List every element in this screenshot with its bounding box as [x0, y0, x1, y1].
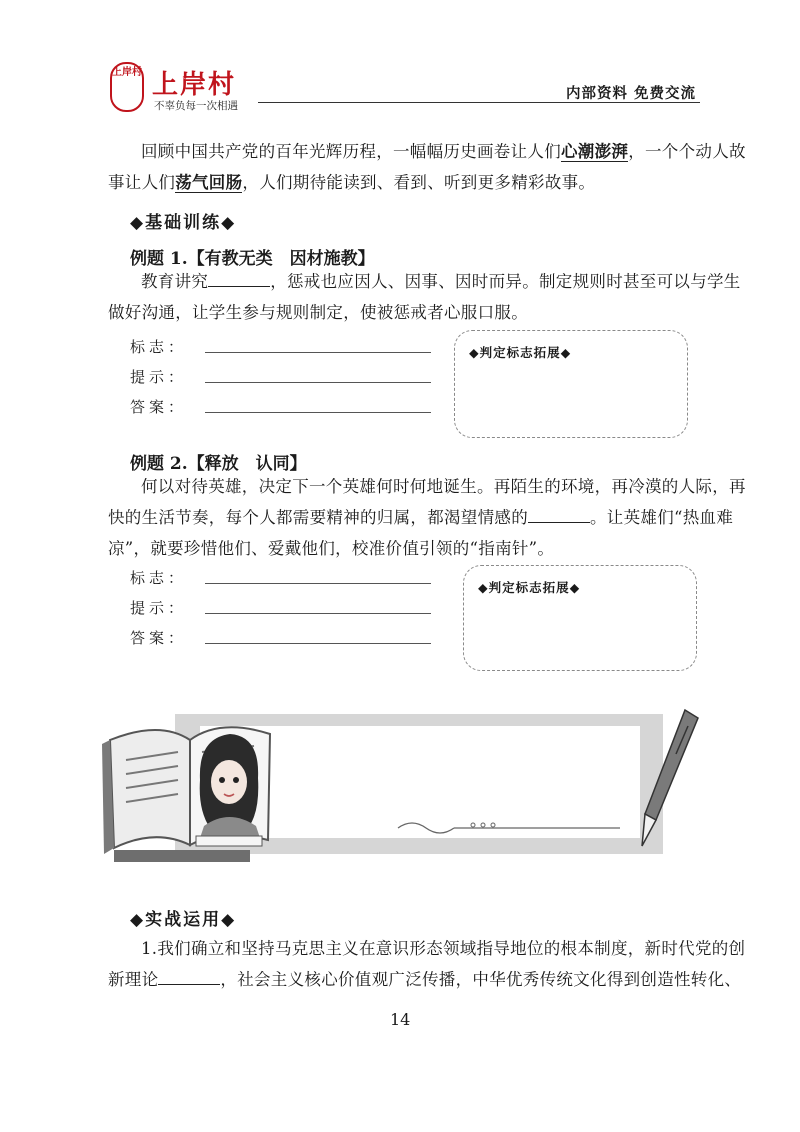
answer-line-hint[interactable]	[205, 382, 431, 383]
logo-seal-text: 上岸村	[112, 67, 142, 78]
example1-title: 例题 1.【有教无类 因材施教】	[130, 249, 375, 269]
label-sign: 标志：	[130, 569, 188, 587]
intro-text: 事让人们	[108, 173, 176, 192]
example2-body	[108, 471, 746, 564]
example2-text: 凉”，就要珍惜他们、爱戴他们，校准价值引领的“指南针”。	[108, 539, 555, 558]
answer-line-answer[interactable]	[205, 412, 431, 413]
brand-slogan: 不辜负每一次相遇	[154, 100, 238, 112]
example2-text: 何以对待英雄，决定下一个英雄何时何地诞生。再陌生的环境，再冷漠的人际，再	[141, 477, 746, 496]
label-hint: 提示：	[130, 599, 188, 617]
label-sign: 标志：	[130, 338, 188, 356]
practice1-text: 1.我们确立和坚持马克思主义在意识形态领域指导地位的根本制度，新时代党的创	[141, 939, 746, 958]
logo-seal	[110, 62, 144, 112]
example1-text: ，惩戒也应因人、因事、因时而异。制定规则时甚至可以与学生	[270, 272, 741, 291]
intro-text: 回顾中国共产党的百年光辉历程，一幅幅历史画卷让人们	[141, 142, 561, 161]
label-hint: 提示：	[130, 368, 188, 386]
intro-highlight: 荡气回肠	[175, 173, 243, 192]
extension-box-title: ◆判定标志拓展◆	[478, 580, 581, 595]
example2-text: 快的生活节奏，每个人都需要精神的归属，都渴望情感的	[108, 508, 528, 527]
intro-highlight: 心潮澎湃	[561, 142, 629, 161]
logo	[110, 62, 260, 114]
section-title-basic: ◆基础训练◆	[130, 213, 237, 233]
practice1-text: ，社会主义核心价值观广泛传播，中华优秀传统文化得到创造性转化、	[220, 970, 742, 989]
girl-illustration	[196, 734, 262, 846]
example2-text: 。让英雄们“热血难	[590, 508, 734, 527]
fill-blank[interactable]	[158, 968, 220, 985]
section-title-practice: ◆实战运用◆	[130, 910, 237, 930]
example1-text: 做好沟通，让学生参与规则制定，使被惩戒者心服口服。	[108, 303, 528, 322]
example1-body	[108, 266, 741, 328]
answer-line-hint[interactable]	[205, 613, 431, 614]
intro-text: ，一个个动人故	[628, 142, 746, 161]
practice1-text: 新理论	[108, 970, 159, 989]
example1-text: 教育讲究	[141, 272, 209, 291]
answer-line-sign[interactable]	[205, 352, 431, 353]
fill-blank[interactable]	[208, 270, 270, 287]
intro-paragraph	[108, 136, 746, 198]
brand-name: 上岸村	[152, 70, 237, 100]
extension-box	[454, 330, 688, 438]
header-rule	[258, 102, 700, 103]
extension-box-title: ◆判定标志拓展◆	[469, 345, 572, 360]
decorative-illustration	[100, 700, 710, 870]
answer-line-answer[interactable]	[205, 643, 431, 644]
header-label: 内部资料 免费交流	[566, 86, 697, 102]
intro-text: ，人们期待能读到、看到、听到更多精彩故事。	[242, 173, 596, 192]
label-answer: 答案：	[130, 629, 188, 647]
page-number: 14	[390, 1010, 411, 1029]
example2-title: 例题 2.【释放 认同】	[130, 454, 307, 474]
extension-box	[463, 565, 697, 671]
practice1-body	[108, 933, 746, 995]
answer-line-sign[interactable]	[205, 583, 431, 584]
fill-blank[interactable]	[528, 506, 590, 523]
label-answer: 答案：	[130, 398, 188, 416]
